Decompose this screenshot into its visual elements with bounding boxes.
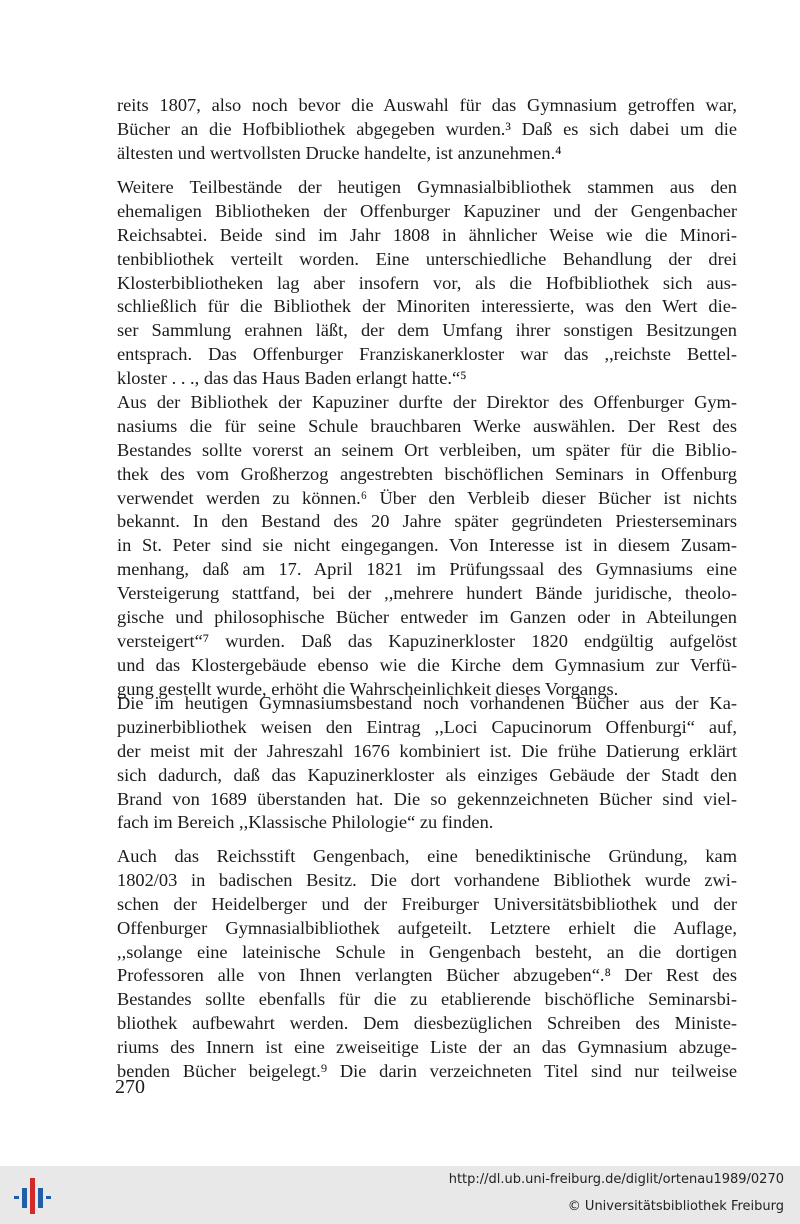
- text-line: Auch das Reichsstift Gengenbach, eine benediktinische Gründung, kam: [117, 846, 737, 866]
- paragraph-5: [117, 845, 737, 1084]
- text-line: puzinerbibliothek weisen den Eintrag ,,Loci Capucinorum Offenburgi“ auf,: [117, 716, 737, 737]
- page-number: 270: [115, 1076, 145, 1098]
- text-line: reits 1807, also noch bevor die Auswahl für das Gymnasium getroffen war,: [117, 95, 737, 115]
- paragraph-1: [117, 94, 737, 166]
- ub-freiburg-logo-icon[interactable]: [10, 1174, 52, 1216]
- text-line: riums des Innern ist eine zweiseitige Liste der an das Gymnasium abzuge-: [117, 1037, 737, 1058]
- paragraph-4: [117, 692, 737, 835]
- text-line: fach im Bereich ,,Klassische Philologie“ zu finden.: [117, 812, 494, 833]
- text-line: thek des vom Großherzog angestrebten bischöflichen Seminars in Offenburg: [117, 463, 737, 484]
- text-line: nasiums die für seine Schule brauchbaren Werke auswählen. Der Rest des: [117, 415, 737, 436]
- text-line: Aus der Bibliothek der Kapuziner durfte der Direktor des Offenburger Gym-: [117, 392, 737, 412]
- text-line: gische und philosophische Bücher entweder im Ganzen oder in Abteilungen: [117, 607, 737, 628]
- text-line: Weitere Teilbestände der heutigen Gymnasialbibliothek stammen aus den: [117, 177, 737, 197]
- text-line: Klosterbibliotheken lag aber insofern vor, als die Hofbibliothek sich aus-: [117, 272, 737, 293]
- text-line: versteigert“⁷ wurden. Daß das Kapuzinerkloster 1820 endgültig aufgelöst: [117, 630, 737, 651]
- text-line: in St. Peter sind sie nicht eingegangen. Von Interesse ist in diesem Zusam-: [117, 535, 737, 556]
- text-line: Reichsabtei. Beide sind im Jahr 1808 in ähnlicher Weise wie die Minori-: [117, 224, 737, 245]
- text-line: ältesten und wertvollsten Drucke handelte, ist anzunehmen.⁴: [117, 142, 562, 163]
- source-url-link[interactable]: http://dl.ub.uni-freiburg.de/diglit/ortenau1989/0270: [448, 1172, 784, 1187]
- text-line: schließlich für die Bibliothek der Minoriten interessierte, was den Wert die-: [117, 296, 737, 317]
- text-line: und das Klostergebäude ebenso wie die Kirche dem Gymnasium zur Verfü-: [117, 654, 737, 675]
- text-line: ehemaligen Bibliotheken der Offenburger Kapuziner und der Gengenbacher: [117, 200, 737, 221]
- copyright-notice: © Universitätsbibliothek Freiburg: [567, 1199, 784, 1214]
- text-line: sich dadurch, daß das Kapuzinerkloster als einziges Gebäude der Stadt den: [117, 764, 737, 785]
- paragraph-3: [117, 391, 737, 702]
- text-line: entsprach. Das Offenburger Franziskanerkloster war das ,,reichste Bettel-: [117, 344, 737, 365]
- text-line: bliothek aufbewahrt werden. Dem diesbezüglichen Schreiben des Ministe-: [117, 1013, 737, 1034]
- text-line: schen der Heidelberger und der Freiburger Universitätsbibliothek und der: [117, 893, 737, 914]
- text-line: Professoren alle von Ihnen verlangten Bücher abzugeben“.⁸ Der Rest des: [117, 965, 737, 986]
- text-line: tenbibliothek verteilt worden. Eine unterschiedliche Behandlung der drei: [117, 248, 737, 269]
- text-line: Bestandes sollte vorerst an seinem Ort verbleiben, um später für die Biblio-: [117, 439, 737, 460]
- text-line: Bestandes sollte ebenfalls für die zu etablierende bischöfliche Seminarsbi-: [117, 989, 737, 1010]
- footer-bar: [0, 1166, 800, 1224]
- text-line: menhang, daß am 17. April 1821 im Prüfungssaal des Gymnasiums eine: [117, 559, 737, 580]
- text-line: ,,solange eine lateinische Schule in Gengenbach besteht, an die dortigen: [117, 941, 737, 962]
- text-line: Die im heutigen Gymnasiumsbestand noch vorhandenen Bücher aus der Ka-: [117, 693, 737, 713]
- text-line: Brand von 1689 überstanden hat. Die so gekennzeichneten Bücher sind viel-: [117, 788, 737, 809]
- text-line: benden Bücher beigelegt.⁹ Die darin verzeichneten Titel sind nur teilweise: [117, 1061, 737, 1082]
- text-line: Versteigerung stattfand, bei der ,,mehrere hundert Bände juridische, theolo-: [117, 583, 737, 604]
- text-line: kloster . . ., das das Haus Baden erlangt hatte.“⁵: [117, 368, 467, 389]
- paragraph-2: [117, 176, 737, 391]
- text-line: Offenburger Gymnasialbibliothek aufgeteilt. Letztere erhielt die Auflage,: [117, 917, 737, 938]
- text-line: ser Sammlung erahnen läßt, der dem Umfang ihrer sonstigen Besitzungen: [117, 320, 737, 341]
- text-line: der meist mit der Jahreszahl 1676 kombiniert ist. Die frühe Datierung erklärt: [117, 740, 737, 761]
- text-line: verwendet werden zu können.⁶ Über den Verbleib dieser Bücher ist nichts: [117, 487, 737, 508]
- text-line: Bücher an die Hofbibliothek abgegeben wurden.³ Daß es sich dabei um die: [117, 118, 737, 139]
- text-line: bekannt. In den Bestand des 20 Jahre später gegründeten Priesterseminars: [117, 511, 737, 532]
- text-line: 1802/03 in badischen Besitz. Die dort vorhandene Bibliothek wurde zwi-: [117, 869, 737, 890]
- text-line: gung gestellt wurde, erhöht die Wahrscheinlichkeit dieses Vorgangs.: [117, 678, 619, 699]
